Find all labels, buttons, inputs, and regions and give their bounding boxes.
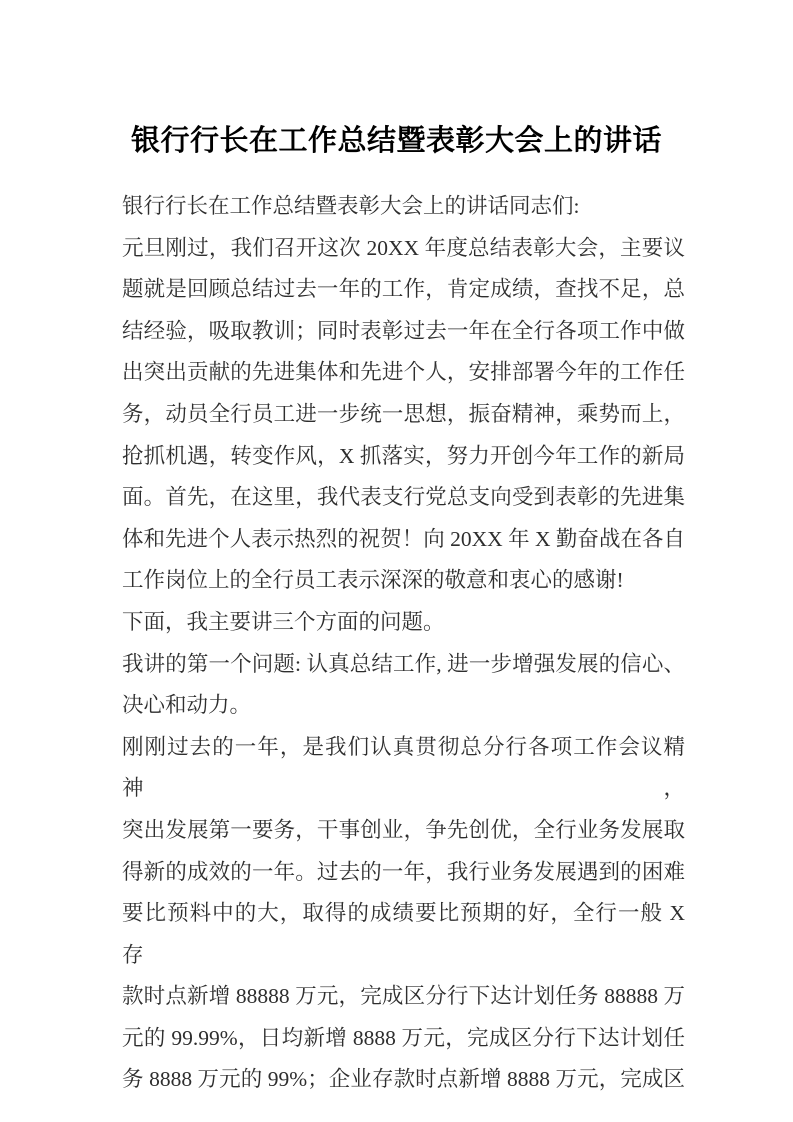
- text-line: 刚刚过去的一年，是我们认真贯彻总分行各项工作会议精神，: [122, 734, 685, 801]
- text-line: 体和先进个人表示热烈的祝贺！向 20XX 年 X 勤奋战在各自: [122, 526, 685, 551]
- document-title: 银行行长在工作总结暨表彰大会上的讲话: [130, 125, 662, 157]
- text-line: 银行行长在工作总结暨表彰大会上的讲话同志们:: [122, 194, 580, 218]
- text-line: 出突出贡献的先进集体和先进个人，安排部署今年的工作任: [122, 360, 685, 385]
- text-line: 我讲的第一个问题: 认真总结工作, 进一步增强发展的信心、: [122, 651, 685, 676]
- text-line: 决心和动力。: [122, 693, 252, 718]
- text-line: 结经验，吸取教训；同时表彰过去一年在全行各项工作中做: [122, 318, 685, 343]
- text-line: 工作岗位上的全行员工表示深深的敬意和衷心的感谢!: [122, 568, 624, 593]
- text-line: 突出发展第一要务，干事创业，争先创优，全行业务发展取: [122, 817, 685, 842]
- text-line: 元旦刚过，我们召开这次 20XX 年度总结表彰大会，主要议: [122, 235, 685, 260]
- text-line: 务，动员全行员工进一步统一思想，振奋精神，乘势而上，: [122, 401, 685, 426]
- document-body: [122, 186, 685, 1101]
- text-line: 抢抓机遇，转变作风，X 抓落实，努力开创今年工作的新局: [122, 443, 685, 468]
- text-line: 务 8888 万元的 99%；企业存款时点新增 8888 万元，完成区: [122, 1067, 685, 1092]
- text-line: 得新的成效的一年。过去的一年，我行业务发展遇到的困难: [122, 859, 685, 884]
- text-line: 款时点新增 88888 万元，完成区分行下达计划任务 88888 万: [122, 984, 685, 1009]
- text-line: 要比预料中的大，取得的成绩要比预期的好，全行一般 X 存: [122, 901, 685, 967]
- text-line: 元的 99.99%，日均新增 8888 万元，完成区分行下达计划任: [122, 1025, 685, 1050]
- text-line: 题就是回顾总结过去一年的工作，肯定成绩，查找不足，总: [122, 277, 685, 302]
- text-line: 下面，我主要讲三个方面的问题。: [122, 609, 445, 634]
- text-line: 面。首先，在这里，我代表支行党总支向受到表彰的先进集: [122, 485, 685, 510]
